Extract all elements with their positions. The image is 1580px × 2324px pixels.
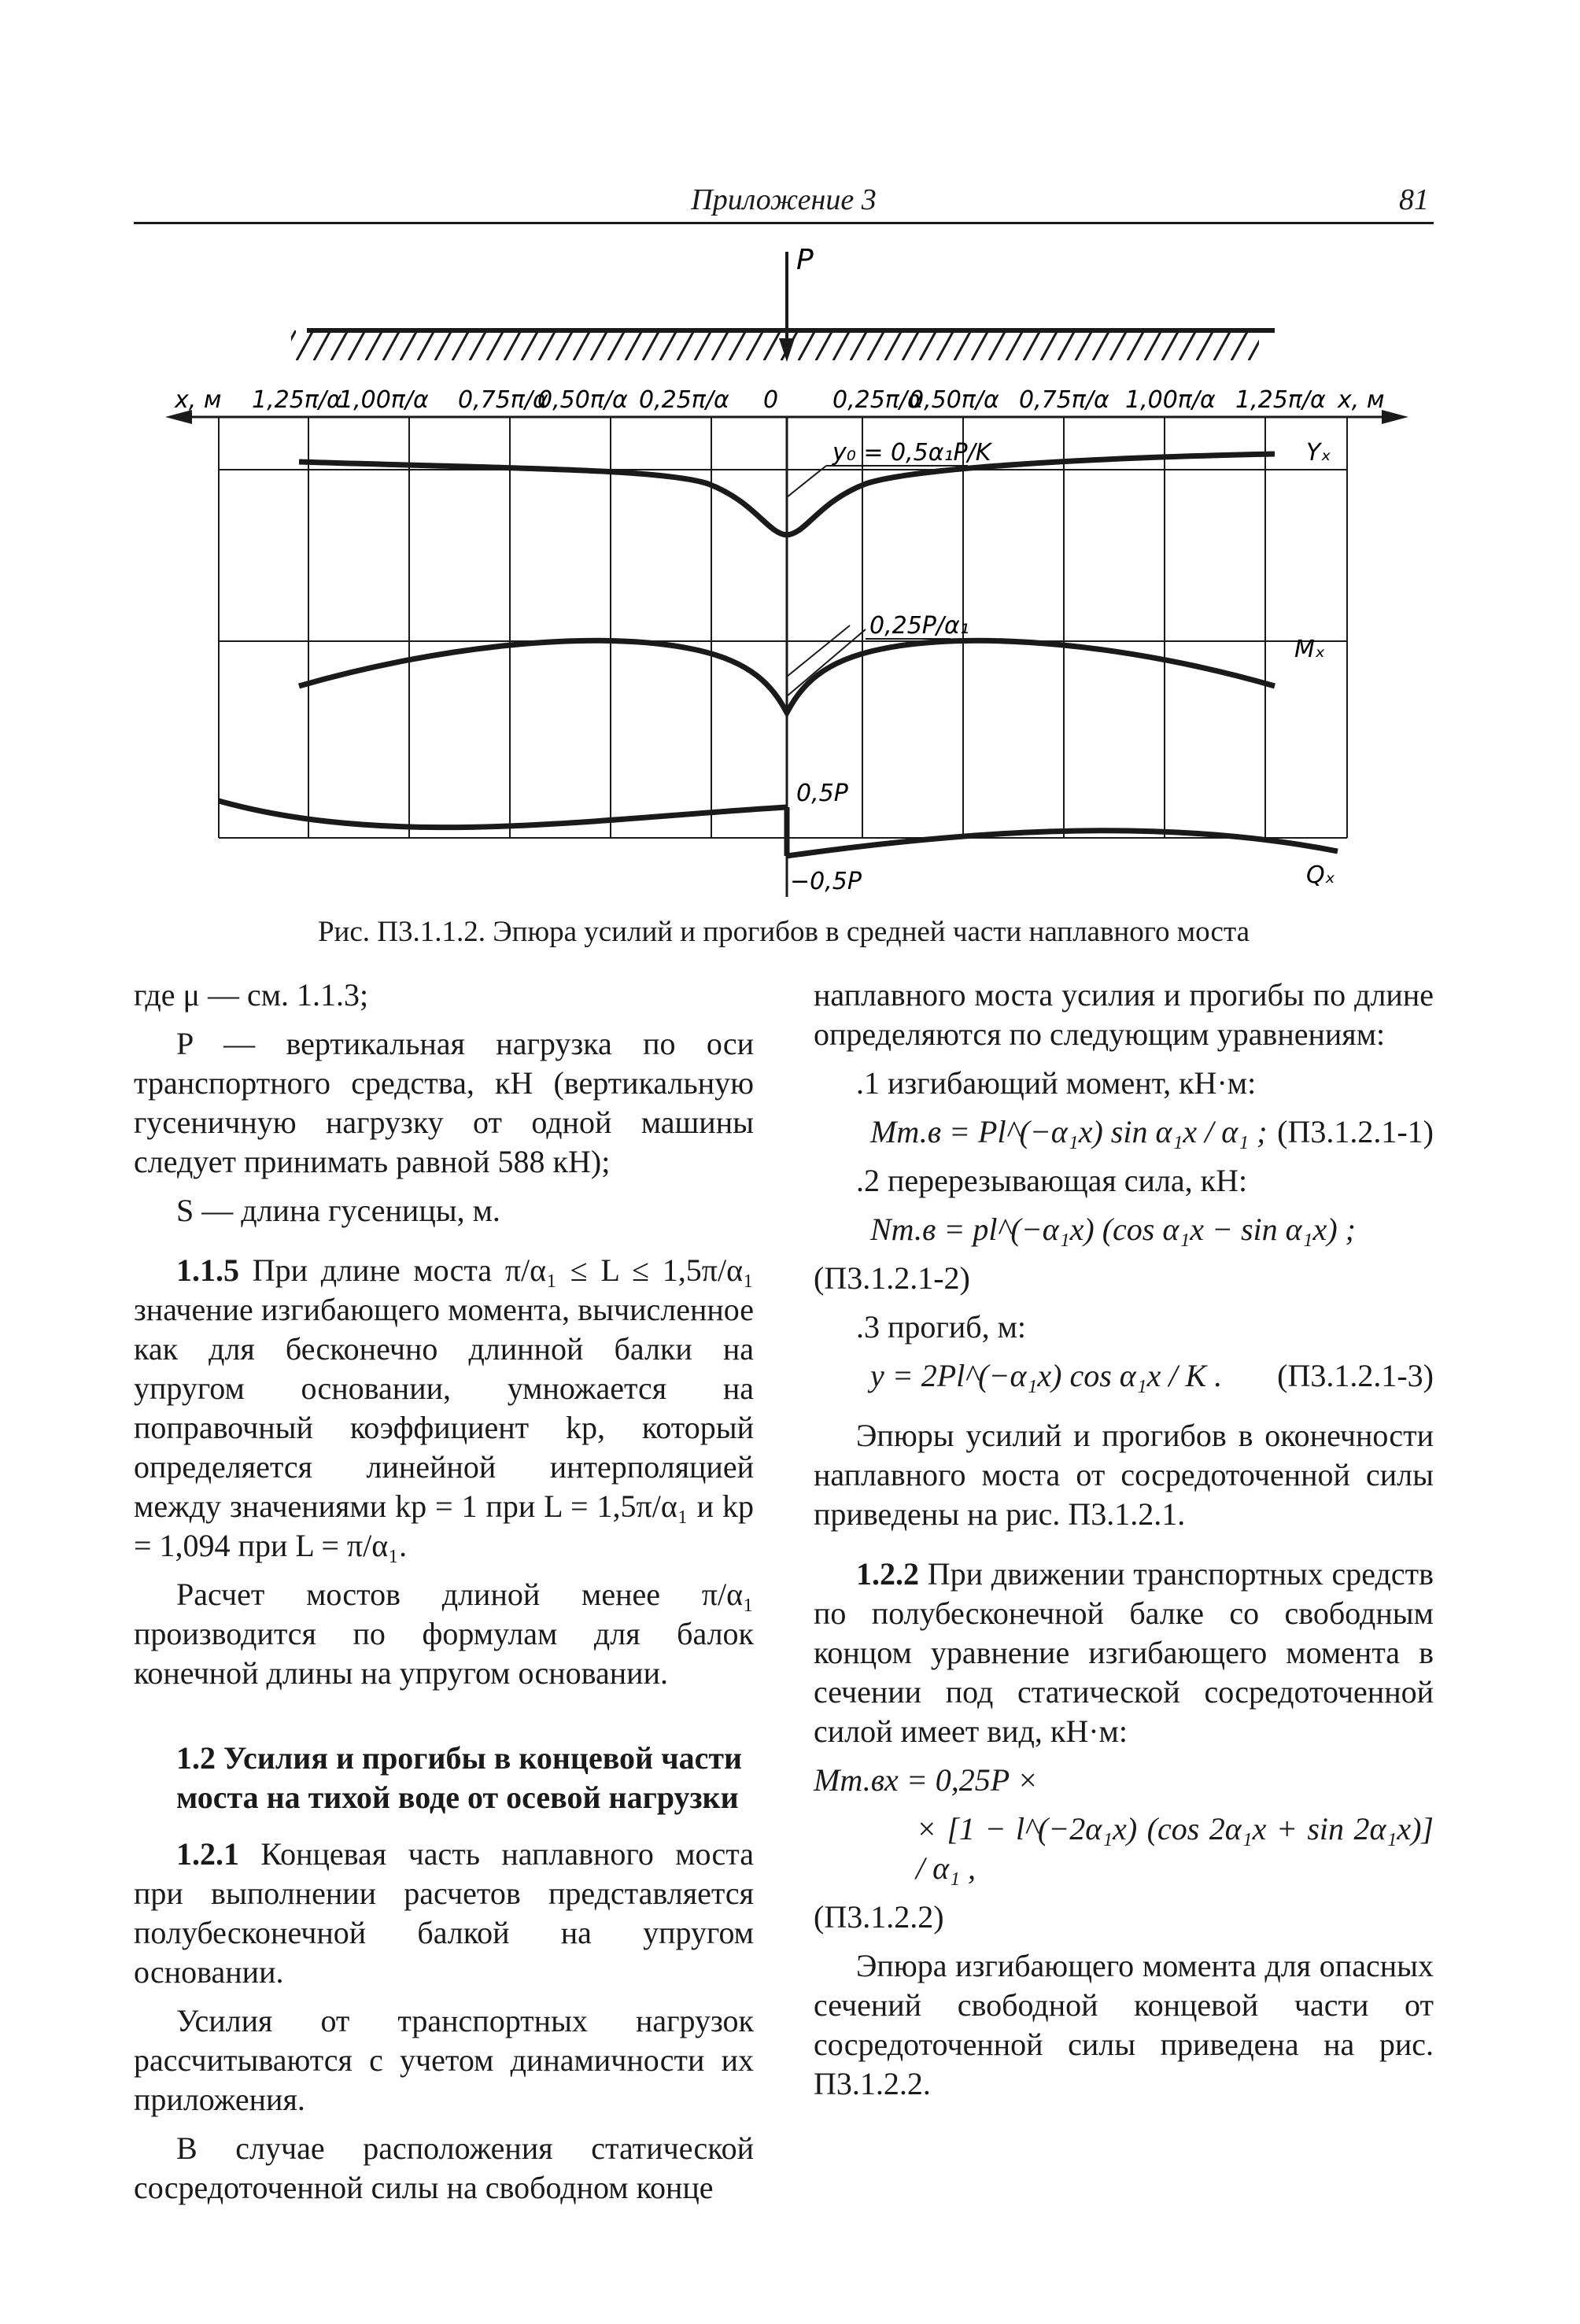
- formula-body: Nт.в = pl^(−α₁x) (cos α₁x − sin α₁x) ;: [870, 1212, 1356, 1247]
- formula-number: (П3.1.2.1-2): [814, 1260, 970, 1296]
- m-peak-label: 0,25P/α₁: [869, 612, 969, 640]
- tick-label: 0,25π/α: [832, 386, 923, 414]
- paragraph: Эпюра изгибающего момента для опасных сечений свободной концевой части от сосредоточенной силы приведена на рис. П3.1.2.2.: [814, 1948, 1434, 2101]
- formula-body: Mт.вх = 0,25P ×: [814, 1762, 1039, 1798]
- right-column: [814, 976, 1434, 2113]
- tick-label: 0,25π/α: [639, 386, 729, 414]
- grid: [219, 417, 1347, 838]
- formula-continuation: × [1 − l^(−2α₁x) (cos 2α₁x + sin 2α₁x)] / α₁ ,: [916, 1811, 1434, 1886]
- list-item: .1 изгибающий момент, кН·м:: [856, 1065, 1257, 1101]
- paragraph: [134, 1251, 754, 1566]
- clause-number: 1.2.1: [176, 1836, 239, 1872]
- mx-label: Mₓ: [1294, 636, 1326, 663]
- diagram-figure: [157, 236, 1416, 928]
- y0-label: y₀ = 0,5α₁P/K: [832, 439, 991, 467]
- clause-number: 1.1.5: [176, 1252, 239, 1288]
- formula-body: Mт.в = Pl^(−α₁x) sin α₁x / α₁ ;: [870, 1114, 1268, 1149]
- x-axis-label-left: x, м: [175, 386, 222, 414]
- clause-number: 1.2.2: [856, 1556, 919, 1592]
- shear-curve-right: [787, 831, 1338, 856]
- paragraph: Расчет мостов длиной менее π/α₁ производится по формулам для балок конечной длины на упругом основании.: [134, 1577, 754, 1691]
- x-axis-arrow-right: [1382, 410, 1408, 424]
- formula-number: (П3.1.2.1-1): [1277, 1114, 1434, 1149]
- paragraph: где μ — см. 1.1.3;: [134, 977, 369, 1013]
- load-label: P: [796, 244, 814, 276]
- tick-label: 0,50π/α: [537, 386, 628, 414]
- paragraph: [814, 1555, 1434, 1751]
- tick-label: 1,00π/α: [338, 386, 429, 414]
- tick-label: 0,75π/α: [458, 386, 548, 414]
- q-negative-label: −0,5P: [790, 868, 862, 895]
- clause-text: При движении транспортных средств по полубесконечной балке со свободным концом уравнение изгибающего момента в сечении под статической сосредоточенной силой имеет вид, кН·м:: [814, 1556, 1434, 1749]
- formula-number: (П3.1.2.1-3): [1277, 1358, 1434, 1393]
- list-item: .2 перерезывающая сила, кН:: [856, 1163, 1248, 1198]
- list-item: .3 прогиб, м:: [856, 1309, 1026, 1345]
- formula: [814, 1210, 1434, 1249]
- clause-text: При длине моста π/α₁ ≤ L ≤ 1,5π/α₁ значение изгибающего момента, вычисленное как для бесконечно длинной балки на упругом основании, умножается на поправочный коэффициент kр, который определяется линейной интерполяцией между значениями kр = 1 при L = 1,5π/α₁ и kр = 1,094 при L = π/α₁.: [134, 1252, 755, 1563]
- left-column: [134, 976, 754, 2217]
- paragraph: P — вертикальная нагрузка по оси транспортного средства, кН (вертикальную гусеничную нагрузку от одной машины следует принимать равной 588 кН);: [134, 1026, 754, 1179]
- paragraph: В случае расположения статической сосредоточенной силы на свободном конце: [134, 2130, 754, 2205]
- tick-label: 0,75π/α: [1019, 386, 1109, 414]
- page-number: 81: [1399, 183, 1429, 216]
- paragraph: [134, 1835, 754, 1992]
- paragraph: Эпюры усилий и прогибов в оконечности наплавного моста от сосредоточенной силы приведены на рис. П3.1.2.1.: [814, 1418, 1434, 1532]
- paragraph: наплавного моста усилия и прогибы по длине определяются по следующим уравнениям:: [814, 977, 1434, 1052]
- tick-label: 1,00π/α: [1125, 386, 1216, 414]
- m-leader-1: [787, 629, 866, 696]
- tick-label: 0,50π/α: [909, 386, 999, 414]
- running-title: Приложение 3: [691, 183, 877, 216]
- yx-label: Yₓ: [1306, 439, 1331, 467]
- qx-label: Qₓ: [1306, 861, 1335, 889]
- tick-label: 1,25π/α: [1235, 386, 1326, 414]
- formula: [814, 1761, 1434, 1800]
- shear-curve-left: [219, 801, 787, 828]
- force-deflection-diagram: [157, 236, 1416, 928]
- paragraph: S — длина гусеницы, м.: [176, 1193, 500, 1228]
- formula: [814, 1356, 1434, 1396]
- paragraph: Усилия от транспортных нагрузок рассчитываются с учетом динамичности их приложения.: [134, 2003, 754, 2117]
- section-heading: 1.2 Усилия и прогибы в концевой части моста на тихой воде от осевой нагрузки: [176, 1740, 743, 1815]
- tick-label: 0: [763, 386, 779, 414]
- q-positive-label: 0,5P: [796, 780, 848, 807]
- formula-body: y = 2Pl^(−α₁x) cos α₁x / K .: [870, 1358, 1223, 1393]
- figure-caption: Рис. П3.1.1.2. Эпюра усилий и прогибов в средней части наплавного моста: [317, 916, 1250, 948]
- x-axis-label-right: x, м: [1338, 386, 1385, 414]
- formula-number: (П3.1.2.2): [814, 1899, 944, 1935]
- formula: [814, 1112, 1434, 1152]
- tick-label: 1,25π/α: [252, 386, 342, 414]
- clause-text: Концевая часть наплавного моста при выполнении расчетов представляется полубесконечной балкой на упругом основании.: [134, 1836, 755, 1990]
- ground-hatching: [291, 330, 1259, 360]
- page-header: [134, 179, 1434, 224]
